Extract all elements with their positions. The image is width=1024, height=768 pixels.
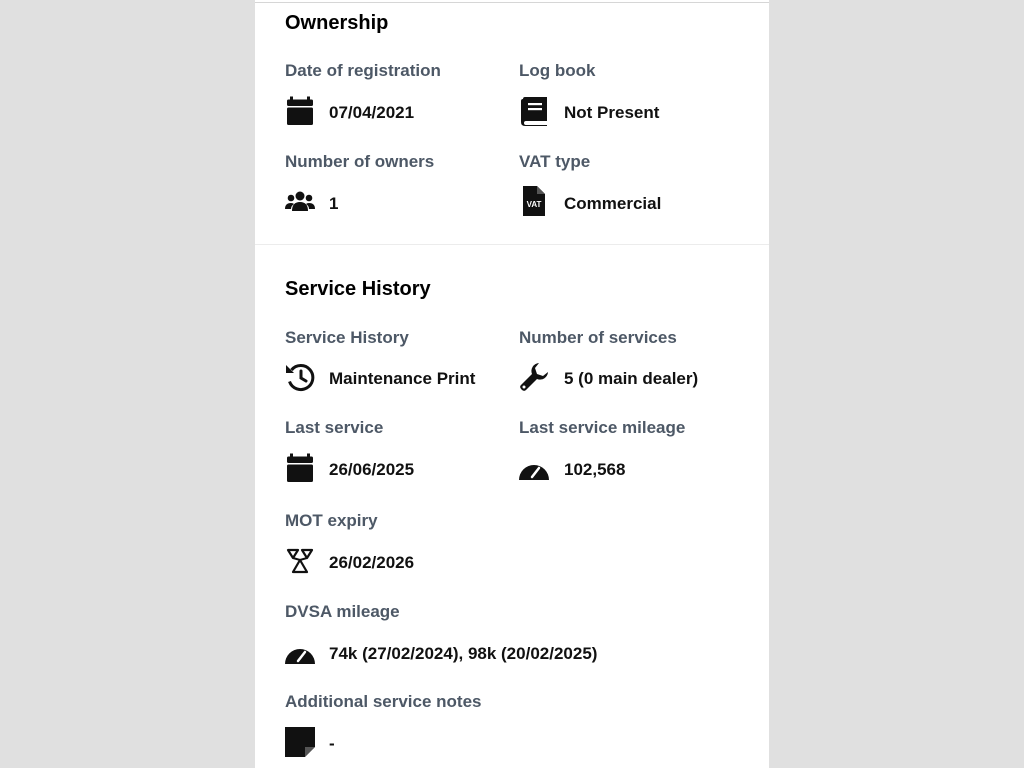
log-book-value: Not Present	[564, 103, 660, 122]
last-service-label: Last service	[285, 418, 384, 437]
calendar-icon	[285, 453, 315, 483]
service-history-title: Service History	[285, 278, 431, 300]
dvsa-mileage-value: 74k (27/02/2024), 98k (20/02/2025)	[329, 644, 598, 663]
number-of-services-value: 5 (0 main dealer)	[564, 369, 699, 388]
last-service-mileage-label: Last service mileage	[519, 418, 686, 437]
users-icon	[285, 188, 315, 218]
mot-triangles-icon	[285, 546, 315, 576]
additional-service-notes-label: Additional service notes	[285, 692, 482, 711]
last-service-mileage-value: 102,568	[564, 460, 626, 479]
history-icon	[285, 362, 315, 392]
wrench-icon	[519, 362, 549, 392]
top-divider	[255, 2, 769, 3]
note-icon	[285, 727, 315, 757]
vat-type-value: Commercial	[564, 194, 662, 213]
additional-service-notes-value: -	[329, 734, 335, 753]
service-history-label: Service History	[285, 328, 409, 347]
ownership-title: Ownership	[285, 12, 389, 34]
last-service-value: 26/06/2025	[329, 460, 415, 479]
calendar-icon	[285, 96, 315, 126]
number-of-owners-label: Number of owners	[285, 152, 435, 171]
mot-expiry-value: 26/02/2026	[329, 553, 415, 572]
number-of-owners-value: 1	[329, 194, 339, 213]
vat-file-icon	[519, 186, 549, 216]
date-of-registration-label: Date of registration	[285, 61, 441, 80]
mot-expiry-label: MOT expiry	[285, 511, 378, 530]
gauge-icon	[285, 637, 315, 667]
vehicle-details-panel	[255, 0, 769, 768]
vat-type-label: VAT type	[519, 152, 591, 171]
dvsa-mileage-label: DVSA mileage	[285, 602, 400, 621]
gauge-icon	[519, 453, 549, 483]
date-of-registration-value: 07/04/2021	[329, 103, 415, 122]
book-icon	[519, 96, 549, 126]
number-of-services-label: Number of services	[519, 328, 677, 347]
vat-icon-text: VAT	[526, 200, 542, 209]
service-history-value: Maintenance Print	[329, 369, 476, 388]
log-book-label: Log book	[519, 61, 596, 80]
section-divider	[255, 244, 769, 245]
